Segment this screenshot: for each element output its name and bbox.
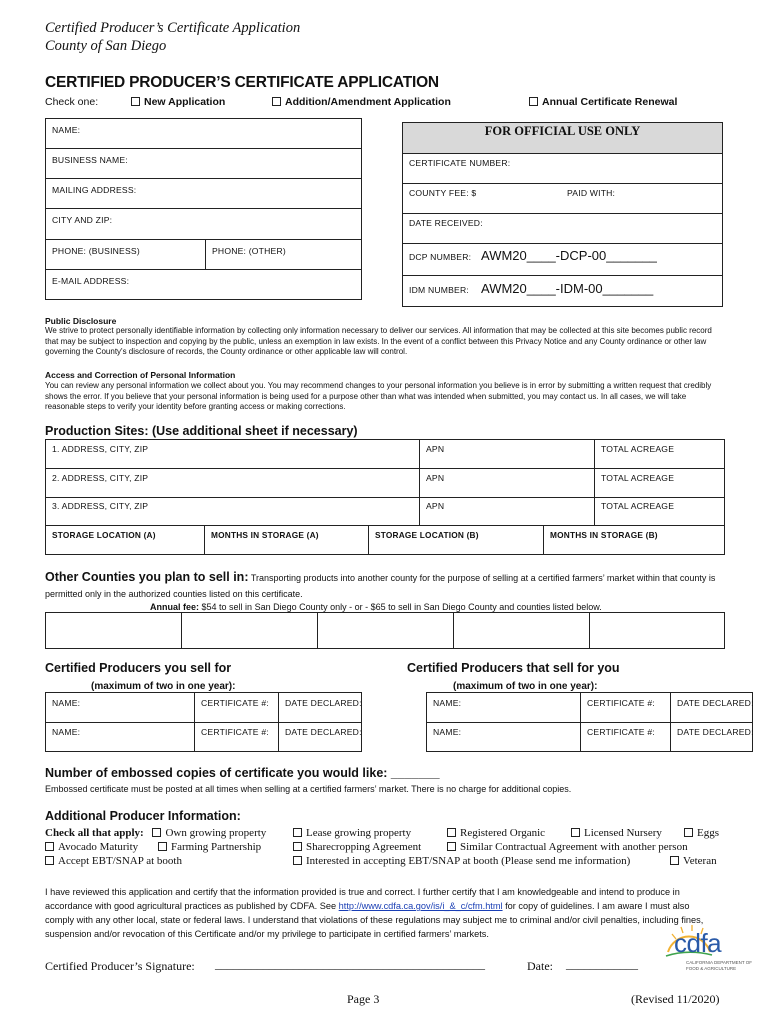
paid-with-field[interactable]: PAID WITH: [567,188,616,198]
site-3-acreage-field[interactable]: TOTAL ACREAGE [601,501,675,511]
months-storage-a-field[interactable]: MONTHS IN STORAGE (A) [211,530,319,540]
site-1-apn-field[interactable]: APN [426,444,445,454]
interested-ebt-option[interactable]: Interested in accepting EBT/SNAP at booth (Please send me information) [293,855,630,867]
contractual-agreement-option[interactable]: Similar Contractual Agreement with another person [447,841,688,853]
business-name-field[interactable]: BUSINESS NAME: [52,155,128,165]
additional-info-heading: Additional Producer Information: [45,809,241,823]
amendment-option[interactable]: Addition/Amendment Application [272,96,451,108]
avocado-maturity-option[interactable]: Avocado Maturity [45,841,138,853]
eggs-option[interactable]: Eggs [684,827,719,839]
checkbox-icon[interactable] [272,97,281,106]
renewal-option[interactable]: Annual Certificate Renewal [529,96,677,108]
sell-for-you-heading: Certified Producers that sell for you [407,661,620,675]
checkbox-icon[interactable] [571,828,580,837]
own-growing-option[interactable]: Own growing property [152,827,266,839]
name-field[interactable]: NAME: [52,125,81,135]
farming-partnership-option[interactable]: Farming Partnership [158,841,261,853]
checkbox-icon[interactable] [529,97,538,106]
access-correction-heading: Access and Correction of Personal Information [45,370,236,380]
phone-other-field[interactable]: PHONE: (OTHER) [212,246,286,256]
sell-for-subheading: (maximum of two in one year): [91,681,236,692]
sell-for-name-2[interactable]: NAME: [52,727,81,737]
storage-location-a-field[interactable]: STORAGE LOCATION (A) [52,530,156,540]
header-line-1: Certified Producer’s Certificate Application [45,20,301,36]
revised-date: (Revised 11/2020) [631,992,720,1006]
checkbox-icon[interactable] [684,828,693,837]
official-use-heading: FOR OFFICIAL USE ONLY [484,124,641,138]
cdfa-logo-sub2: FOOD & AGRICULTURE [686,966,737,971]
accept-ebt-option[interactable]: Accept EBT/SNAP at booth [45,855,182,867]
date-label: Date: [527,959,553,973]
checkbox-icon[interactable] [158,842,167,851]
annual-fee-text: $54 to sell in San Diego County only - or - $65 to sell in San Diego County and counties listed below. [201,602,602,612]
idm-number-field[interactable]: AWM20____-IDM-00_______ [481,281,654,296]
mailing-address-field[interactable]: MAILING ADDRESS: [52,185,137,195]
page-number: Page 3 [347,992,380,1006]
site-3-address-field[interactable]: 3. ADDRESS, CITY, ZIP [52,501,149,511]
sell-for-certificate-2[interactable]: CERTIFICATE #: [201,727,269,737]
cfm-guidelines-link[interactable]: http://www.cdfa.ca.gov/is/i_&_c/cfm.html [338,901,503,911]
checkbox-icon[interactable] [45,856,54,865]
page-title: CERTIFIED PRODUCER’S CERTIFICATE APPLICATION [45,74,439,91]
header-line-2: County of San Diego [45,38,167,54]
site-2-acreage-field[interactable]: TOTAL ACREAGE [601,473,675,483]
lease-growing-option[interactable]: Lease growing property [293,827,411,839]
site-1-address-field[interactable]: 1. ADDRESS, CITY, ZIP [52,444,149,454]
sell-for-you-certificate-2[interactable]: CERTIFICATE #: [587,727,655,737]
public-disclosure-text: We strive to protect personally identifiable information by collecting only information necessary to deliver our services. All information that may be collected at this site becomes public record that may be subject to inspection and copying by the public, unless an exemption in law exists. In the event of a conflict between this Privacy Notice and any County ordinance or other law governing the County's disclosure of records, the County ordinance or other applicable law will control. [45,326,712,357]
access-correction-text: You can review any personal information we collect about you. You may recommend changes to your personal information you believe is in error by submitting a written request that credibly shows the error. If you believe that your personal information is being used for a purpose other than what was intended when submitted, you may contact us. In all cases, we will take reasonable steps to verify your identity before granting access or making corrections. [45,381,712,412]
checkbox-icon[interactable] [293,828,302,837]
county-cell-2[interactable] [182,613,316,648]
additional-row-1 [45,827,266,839]
dcp-number-label: DCP NUMBER: [409,252,472,262]
embossed-text: Embossed certificate must be posted at all times when selling at a certified farmers’ market. There is no charge for additional copies. [45,784,572,794]
months-storage-b-field[interactable]: MONTHS IN STORAGE (B) [550,530,658,540]
phone-business-field[interactable]: PHONE: (BUSINESS) [52,246,140,256]
certification-paragraph: I have reviewed this application and certify that the information provided is true and correct. I further certify that I am knowledgeable and intend to produce in accordance with good agricultural practices as published by CDFA. See http://www.cdfa.ca.gov/is/i_&_c/cfm.html for copy of guidelines. I am aware I must also comply with any other local, state or federal laws. I understand that violations of these regulations may subject me to criminal and/or civil penalties, including fines, suspension and/or revocation of this Certificate and/or my privilege to participate in certified farmers’ markets. [45,887,704,939]
sell-for-date-2[interactable]: DATE DECLARED: [285,727,362,737]
signature-line[interactable]: _____________________________________________ [215,957,485,971]
county-cell-1[interactable] [46,613,180,648]
idm-number-label: IDM NUMBER: [409,285,469,295]
sell-for-you-certificate-1[interactable]: CERTIFICATE #: [587,698,655,708]
sharecropping-option[interactable]: Sharecropping Agreement [293,841,421,853]
signature-label: Certified Producer’s Signature: [45,959,195,973]
other-counties-heading: Other Counties you plan to sell in: [45,570,249,584]
check-one-label: Check one: [45,96,99,108]
embossed-copies-input[interactable]: _______ [390,766,440,780]
county-fee-field[interactable]: COUNTY FEE: $ [409,188,477,198]
check-all-label: Check all that apply: [45,827,144,839]
site-2-apn-field[interactable]: APN [426,473,445,483]
sell-for-you-subheading: (maximum of two in one year): [453,681,598,692]
sell-for-you-name-1[interactable]: NAME: [433,698,462,708]
checkbox-icon[interactable] [447,828,456,837]
checkbox-icon[interactable] [447,842,456,851]
cdfa-logo [664,922,756,976]
licensed-nursery-option[interactable]: Licensed Nursery [571,827,662,839]
cdfa-logo-sub1: CALIFORNIA DEPARTMENT OF [686,960,753,965]
public-disclosure-heading: Public Disclosure [45,316,117,326]
county-cell-4[interactable] [454,613,588,648]
new-application-option[interactable]: New Application [131,96,225,108]
storage-location-b-field[interactable]: STORAGE LOCATION (B) [375,530,479,540]
certificate-number-field[interactable]: CERTIFICATE NUMBER: [409,158,511,168]
sell-for-date-1[interactable]: DATE DECLARED: [285,698,362,708]
county-cell-5[interactable] [590,613,724,648]
checkbox-icon[interactable] [152,828,161,837]
checkbox-icon[interactable] [670,856,679,865]
cdfa-logo-text: cdfa [674,928,722,958]
sell-for-you-date-2[interactable]: DATE DECLARED: [677,727,754,737]
dcp-number-field[interactable]: AWM20____-DCP-00_______ [481,248,657,263]
checkbox-icon[interactable] [131,97,140,106]
applicant-info-box [45,118,362,300]
annual-fee-label: Annual fee: [150,602,200,612]
checkbox-icon[interactable] [45,842,54,851]
checkbox-icon[interactable] [293,842,302,851]
site-3-apn-field[interactable]: APN [426,501,445,511]
sell-for-certificate-1[interactable]: CERTIFICATE #: [201,698,269,708]
checkbox-icon[interactable] [293,856,302,865]
sell-for-name-1[interactable]: NAME: [52,698,81,708]
sell-for-heading: Certified Producers you sell for [45,661,232,675]
annual-fee-line [150,602,602,612]
registered-organic-option[interactable]: Registered Organic [447,827,545,839]
date-received-field[interactable]: DATE RECEIVED: [409,218,483,228]
other-counties-text: Transporting products into another county for the purpose of selling at a certified farmers’ market within that county is permitted only in the authorized counties listed on this certificate. [45,573,716,599]
email-field[interactable]: E-MAIL ADDRESS: [52,276,130,286]
date-line[interactable]: ____________ [566,957,638,971]
embossed-heading: Number of embossed copies of certificate you would like: _______ [45,766,440,780]
site-1-acreage-field[interactable]: TOTAL ACREAGE [601,444,675,454]
city-zip-field[interactable]: CITY AND ZIP: [52,215,113,225]
other-counties-paragraph [45,569,725,602]
sell-for-you-date-1[interactable]: DATE DECLARED: [677,698,754,708]
county-cell-3[interactable] [318,613,452,648]
site-2-address-field[interactable]: 2. ADDRESS, CITY, ZIP [52,473,149,483]
veteran-option[interactable]: Veteran [670,855,717,867]
production-sites-heading: Production Sites: (Use additional sheet if necessary) [45,424,358,438]
sell-for-you-name-2[interactable]: NAME: [433,727,462,737]
